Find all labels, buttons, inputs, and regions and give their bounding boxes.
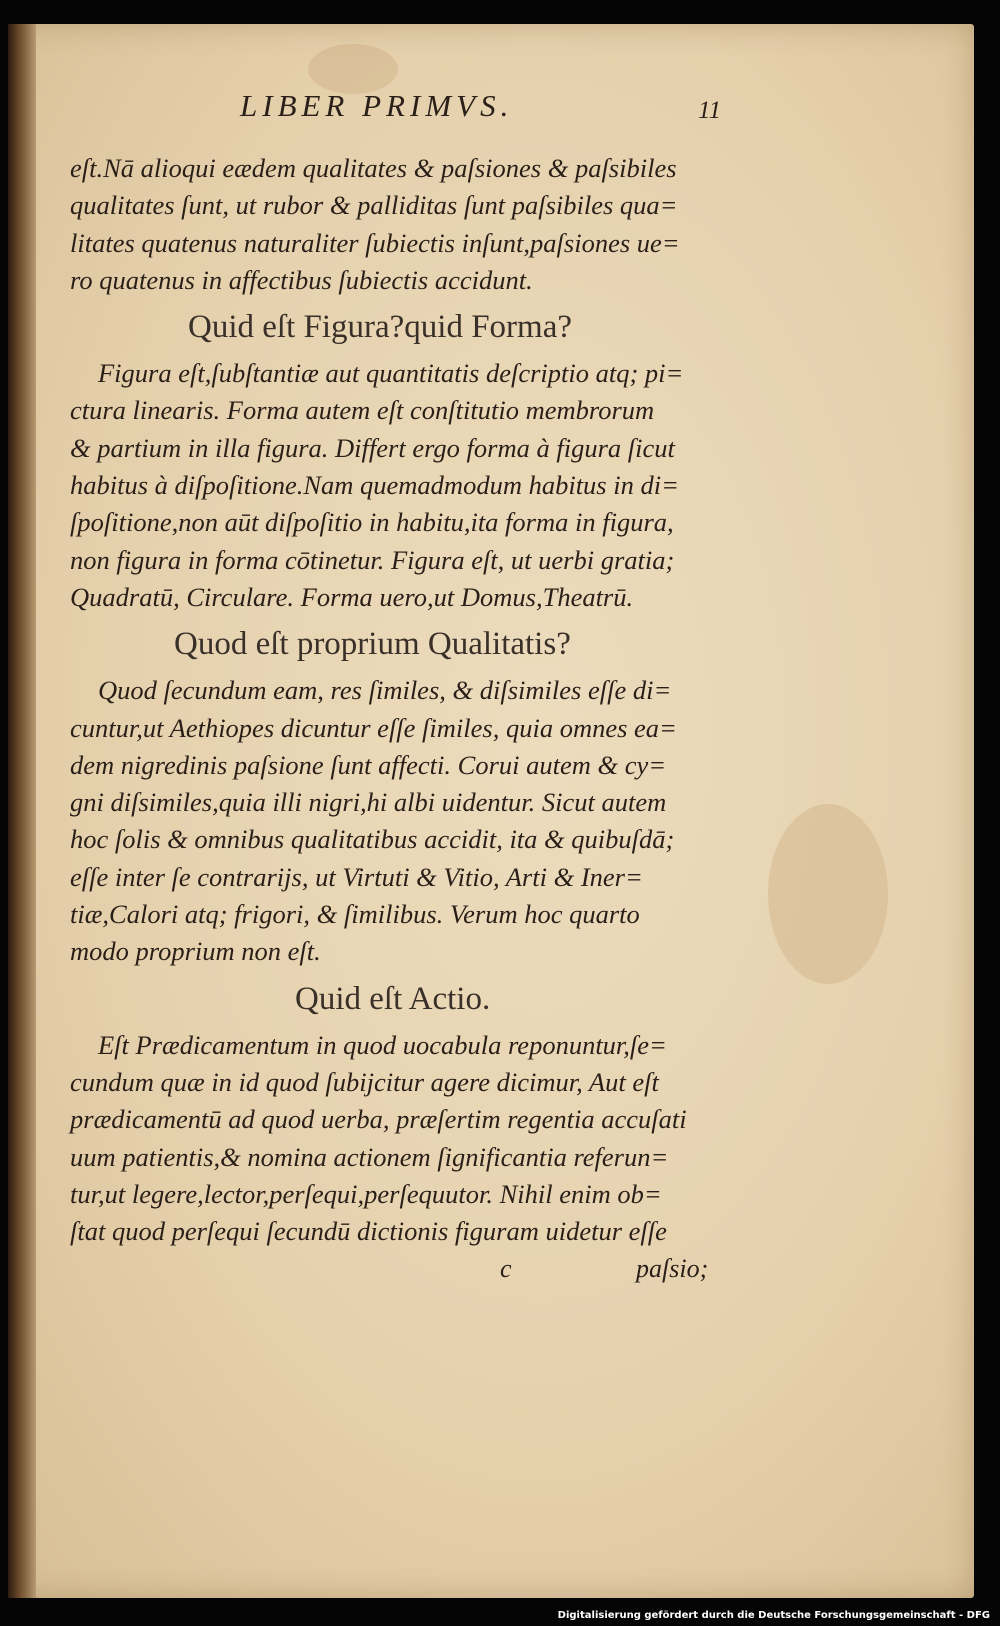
running-head: LIBER PRIMVS. <box>240 88 514 123</box>
text-line: gni diſsimiles,quia illi nigri,hi albi uidentur. Sicut autem <box>70 787 667 818</box>
text-line: hoc ſolis & omnibus qualitatibus accidit, ita & quibuſdā; <box>70 824 675 855</box>
text-line: modo proprium non eſt. <box>70 936 321 967</box>
text-line: dem nigredinis paſsione ſunt affecti. Corui autem & cy= <box>70 749 667 780</box>
text-line: ro quatenus in affectibus ſubiectis accidunt. <box>70 264 533 295</box>
text-line: cuntur,ut Aethiopes dicuntur eſſe ſimiles, quia omnes ea= <box>70 712 677 743</box>
text-line: Quadratū, Circulare. Forma uero,ut Domus,Theatrū. <box>70 581 634 612</box>
text-block <box>70 150 740 1288</box>
section-heading: Quod eſt proprium Qualitatis? <box>174 626 571 663</box>
book-spine-edge <box>8 24 36 1598</box>
text-line: non figura in forma cōtinetur. Figura eſt, ut uerbi gratia; <box>70 544 675 575</box>
text-line: tur,ut legere,lector,perſequi,perſequutor. Nihil enim ob= <box>70 1178 662 1209</box>
text-line: Figura eſt,ſubſtantiæ aut quantitatis deſcriptio atq; pi= <box>98 358 684 389</box>
text-line: eſt.Nā alioqui eædem qualitates & paſsiones & paſsibiles <box>70 153 677 183</box>
text-line: & partium in illa figura. Differt ergo forma à figura ſicut <box>70 432 675 463</box>
paper-stain <box>308 44 398 94</box>
catchword: paſsio; <box>636 1254 709 1284</box>
text-line: ſpoſitione,non aūt diſpoſitio in habitu,ita forma in figura, <box>70 507 674 538</box>
text-line: ſtat quod perſequi ſecundū dictionis figuram uidetur eſſe <box>70 1216 667 1247</box>
text-line: tiæ,Calori atq; frigori, & ſimilibus. Verum hoc quarto <box>70 899 640 930</box>
signature-mark: c <box>500 1254 512 1284</box>
text-line: uum patientis,& nomina actionem ſignificantia referun= <box>70 1141 669 1172</box>
page-number: 11 <box>698 97 722 124</box>
section-heading: Quid eſt Actio. <box>295 980 491 1017</box>
catchword-row <box>70 1250 740 1288</box>
text-line: eſſe inter ſe contrarijs, ut Virtuti & Vitio, Arti & Iner= <box>70 861 643 892</box>
section-heading: Quid eſt Figura?quid Forma? <box>188 309 573 346</box>
text-line: Quod ſecundum eam, res ſimiles, & diſsimiles eſſe di= <box>98 675 672 706</box>
footer-credit: Digitalisierung gefördert durch die Deutsche Forschungsgemeinschaft - DFG <box>557 1610 990 1621</box>
paper-stain <box>768 804 888 984</box>
text-line: litates quatenus naturaliter ſubiectis inſunt,paſsiones ue= <box>70 227 680 258</box>
footer-bar <box>0 1602 1000 1626</box>
text-line: habitus à diſpoſitione.Nam quemadmodum habitus in di= <box>70 470 679 501</box>
text-line: cundum quæ in id quod ſubijcitur agere dicimur, Aut eſt <box>70 1066 659 1097</box>
text-line: Eſt Prædicamentum in quod uocabula reponuntur,ſe= <box>98 1029 667 1060</box>
text-line: ctura linearis. Forma autem eſt conſtitutio membrorum <box>70 395 655 426</box>
text-line: qualitates ſunt, ut rubor & palliditas ſunt paſsibiles qua= <box>70 190 678 221</box>
text-line: prædicamentū ad quod uerba, præſertim regentia accuſati <box>70 1104 687 1135</box>
